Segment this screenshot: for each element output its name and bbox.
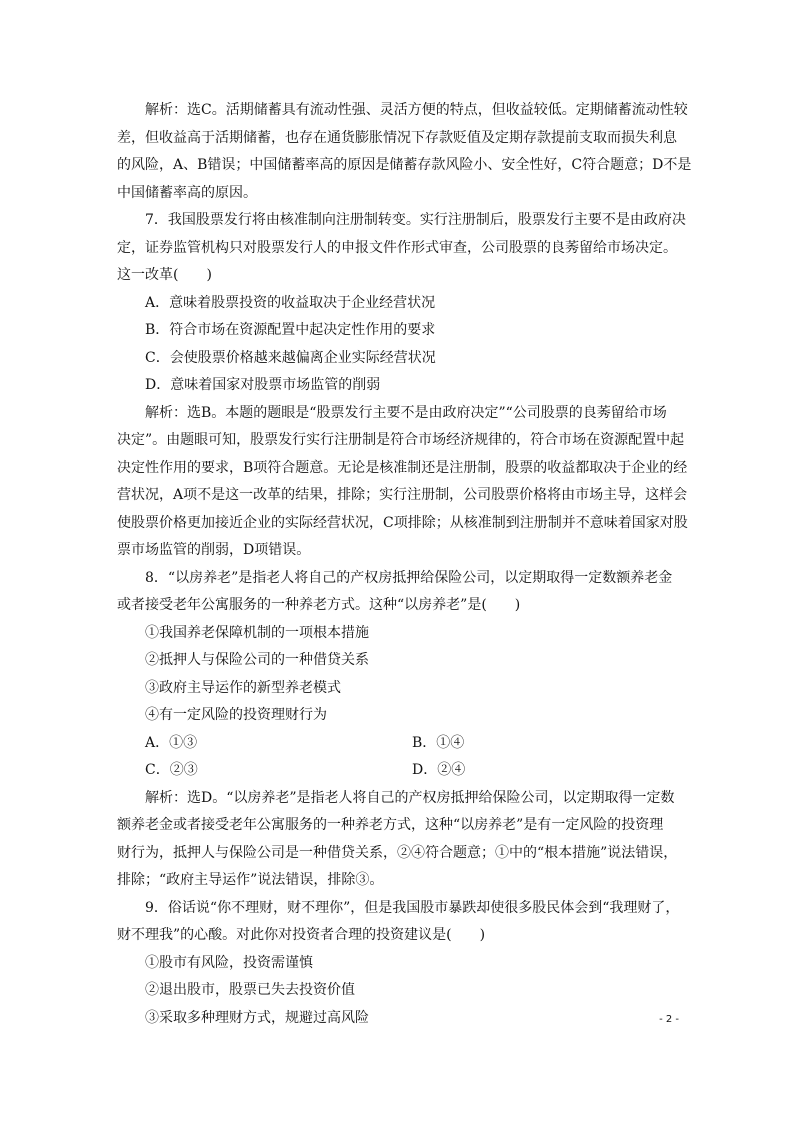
option-b: B．符合市场在资源配置中起决定性作用的要求	[145, 322, 436, 338]
option-row	[117, 757, 679, 785]
question-stem-line: 定，证券监管机构只对股票发行人的申报文件作形式审查，公司股票的良莠留给市场决定。	[117, 239, 677, 256]
page-content	[117, 97, 692, 1032]
analysis-line: 使股票价格更加接近企业的实际经营状况，C项排除；从核准制到注册制并不意味着国家对股	[117, 514, 688, 531]
analysis-line: 额养老金或者接受老年公寓服务的一种养老方式，这种“以房养老”是有一定风险的投资理	[117, 817, 664, 833]
statement-item: ④有一定风险的投资理财行为	[145, 707, 327, 723]
analysis-line: 财行为，抵押人与保险公司是一种借贷关系，②④符合题意；①中的“根本措施”说法错误，	[117, 844, 678, 861]
statement-item: ①我国养老保障机制的一项根本措施	[145, 624, 369, 641]
question-8	[117, 565, 679, 895]
analysis-line: 决定”。由题眼可知，股票发行实行注册制是符合市场经济规律的，符合市场在资源配置中起	[117, 432, 685, 448]
analysis-line: 决定性作用的要求，B项符合题意。无论是核准制还是注册制，股票的收益都取决于企业的经	[117, 459, 688, 476]
question-7	[117, 207, 688, 565]
analysis-line: 排除；“政府主导运作”说法错误，排除③。	[117, 872, 384, 888]
analysis-line: 解析：选D。“以房养老”是指老人将自己的产权房抵押给保险公司，以定期取得一定数	[145, 789, 675, 806]
text-line: 中国储蓄率高的原因。	[117, 184, 257, 201]
analysis-line: 营状况，A项不是这一改革的结果，排除；实行注册制，公司股票价格将由市场主导，这样会	[117, 487, 688, 503]
question-stem-line: 8．“以房养老”是指老人将自己的产权房抵押给保险公司，以定期取得一定数额养老金	[145, 569, 673, 586]
option-d: D．②④	[412, 762, 466, 778]
question-stem-line: 财不理我”的心酸。对此你对投资者合理的投资建议是( )	[117, 927, 486, 943]
option-d: D．意味着国家对股票市场监管的削弱	[145, 377, 381, 393]
question-stem-line: 7．我国股票发行将由核准制向注册制转变。实行注册制后，股票发行主要不是由政府决	[145, 212, 686, 228]
q6-analysis	[117, 97, 692, 207]
option-a: A．①③	[145, 734, 198, 751]
option-row	[117, 730, 679, 758]
question-stem-line: 9．俗话说“你不理财，财不理你”，但是我国股市暴跌却使很多股民体会到“我理财了，	[145, 899, 680, 916]
option-c: C．会使股票价格越来越偏离企业实际经营状况	[145, 349, 436, 366]
statement-item: ①股市有风险，投资需谨慎	[145, 954, 313, 971]
statement-item: ③采取多种理财方式，规避过高风险	[145, 1009, 369, 1026]
analysis-line: 票市场监管的削弱，D项错误。	[117, 542, 311, 558]
question-stem-line: 这一改革( )	[117, 267, 212, 283]
option-a: A．意味着股票投资的收益取决于企业经营状况	[145, 294, 436, 311]
option-c: C．②③	[145, 762, 198, 778]
text-line: 的风险，A、B错误；中国储蓄率高的原因是储蓄存款风险小、安全性好，C符合题意；D不是	[117, 157, 692, 173]
question-stem-line: 或者接受老年公寓服务的一种养老方式。这种“以房养老”是( )	[117, 597, 521, 613]
option-b: B．①④	[412, 734, 465, 751]
statement-item: ②退出股市，股票已失去投资价值	[145, 982, 355, 998]
text-line: 解析：选C。活期储蓄具有流动性强、灵活方便的特点，但收益较低。定期储蓄流动性较	[145, 102, 688, 118]
analysis-line: 解析：选B。本题的题眼是“股票发行主要不是由政府决定”“公司股票的良莠留给市场	[145, 404, 667, 421]
statement-item: ③政府主导运作的新型养老模式	[145, 679, 341, 696]
page-number: - 2 -	[659, 1014, 679, 1025]
question-9	[117, 895, 679, 1033]
statement-item: ②抵押人与保险公司的一种借贷关系	[145, 652, 369, 668]
text-line: 差，但收益高于活期储蓄，也存在通货膨胀情况下存款贬值及定期存款提前支取而损失利息	[117, 129, 677, 146]
